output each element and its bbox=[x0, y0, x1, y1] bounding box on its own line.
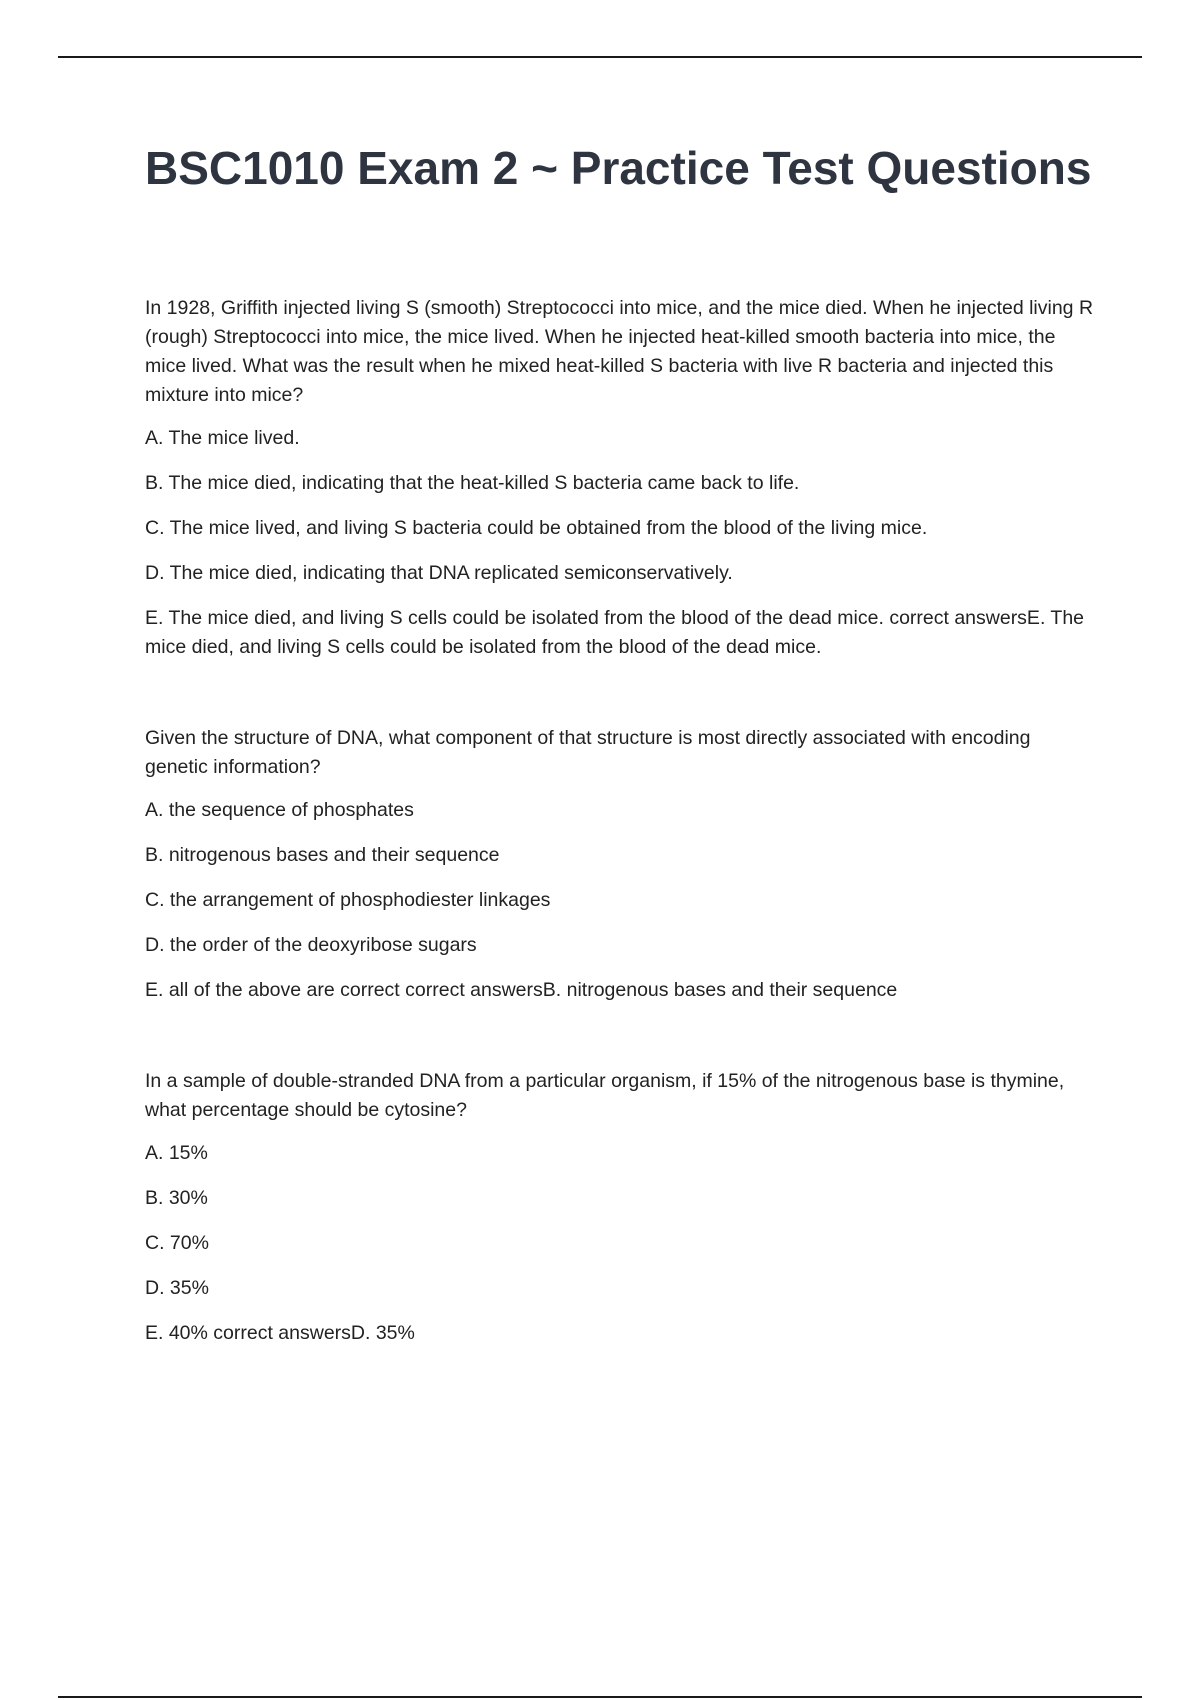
question-text: In a sample of double-stranded DNA from a particular organism, if 15% of the nitrogenous base is thymine, what percentage should be cytosine? bbox=[145, 1070, 1065, 1121]
answer-option-with-key: E. all of the above are correct correct answersB. nitrogenous bases and their sequence bbox=[145, 979, 898, 1001]
answer-option: B. The mice died, indicating that the heat-killed S bacteria came back to life. bbox=[145, 472, 800, 494]
question-1 bbox=[145, 294, 1095, 662]
footer-divider bbox=[58, 1696, 1142, 1698]
question-3 bbox=[145, 1067, 1095, 1348]
answer-option: D. 35% bbox=[145, 1277, 209, 1299]
answer-option: C. the arrangement of phosphodiester linkages bbox=[145, 889, 551, 911]
answer-option: D. the order of the deoxyribose sugars bbox=[145, 934, 477, 956]
header-divider bbox=[58, 56, 1142, 58]
answer-option: C. 70% bbox=[145, 1232, 209, 1254]
answer-option: A. 15% bbox=[145, 1142, 208, 1164]
document-title: BSC1010 Exam 2 ~ Practice Test Questions bbox=[145, 142, 1092, 194]
question-text: Given the structure of DNA, what component of that structure is most directly associated with encoding genetic information? bbox=[145, 727, 1031, 778]
answer-option-with-key: E. The mice died, and living S cells could be isolated from the blood of the dead mice. correct answersE. The mice died, and living S cells could be isolated from the blood of the dead mice. bbox=[145, 607, 1085, 658]
answer-option: C. The mice lived, and living S bacteria could be obtained from the blood of the living mice. bbox=[145, 517, 928, 539]
answer-option: D. The mice died, indicating that DNA replicated semiconservatively. bbox=[145, 562, 733, 584]
answer-option: B. 30% bbox=[145, 1187, 208, 1209]
question-text: In 1928, Griffith injected living S (smooth) Streptococci into mice, and the mice died. When he injected living R (rough) Streptococci into mice, the mice lived. When he injected heat-killed smooth bacteria into mice, the mice lived. What was the result when he mixed heat-killed S bacteria with live R bacteria and injected this mixture into mice? bbox=[145, 297, 1094, 406]
question-2 bbox=[145, 724, 1095, 1005]
answer-option-with-key: E. 40% correct answersD. 35% bbox=[145, 1322, 415, 1344]
document-content bbox=[145, 140, 1095, 1410]
answer-option: A. the sequence of phosphates bbox=[145, 799, 414, 821]
answer-option: B. nitrogenous bases and their sequence bbox=[145, 844, 500, 866]
answer-option: A. The mice lived. bbox=[145, 427, 300, 449]
